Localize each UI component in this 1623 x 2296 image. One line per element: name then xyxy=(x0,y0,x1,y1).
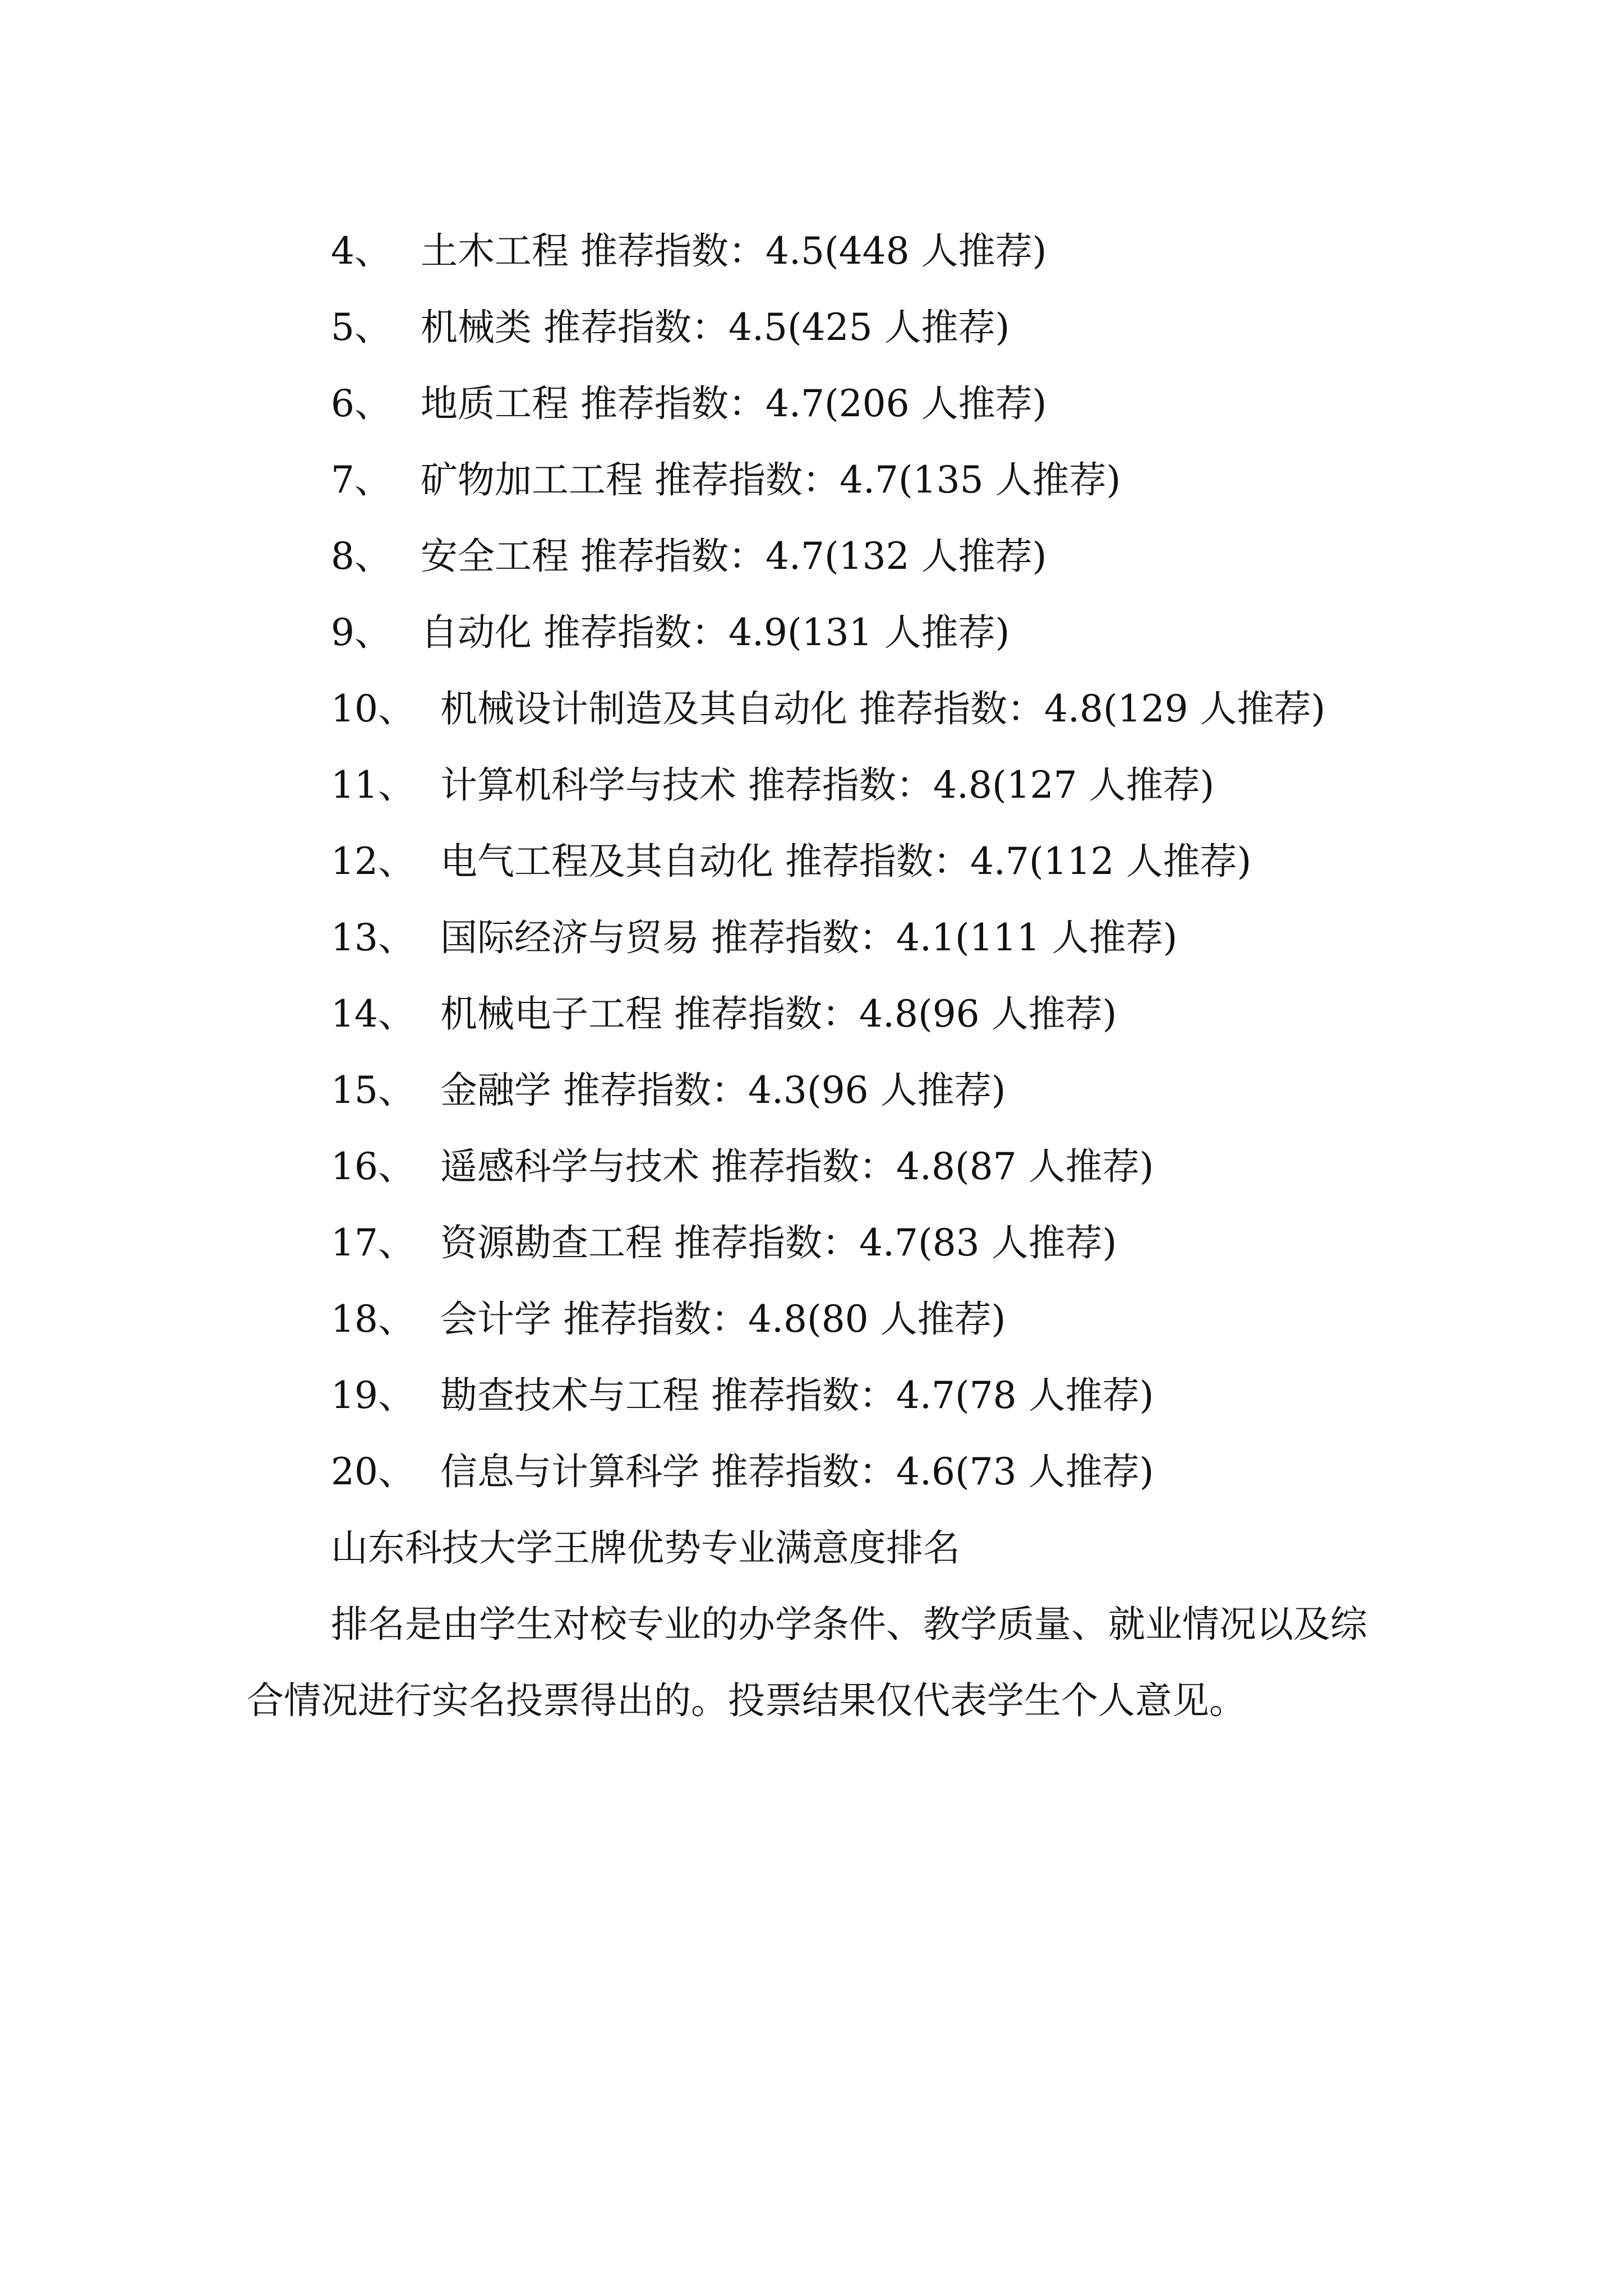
list-item-text: 信息与计算科学 推荐指数：4.6(73 人推荐) xyxy=(440,1450,1154,1493)
list-item-number: 18、 xyxy=(331,1297,415,1341)
list-item xyxy=(247,1358,1391,1434)
list-item xyxy=(247,1129,1391,1205)
list-item-number: 8、 xyxy=(331,535,391,578)
list-item-number: 12、 xyxy=(331,840,415,883)
list-item-number: 19、 xyxy=(331,1374,415,1417)
list-item xyxy=(247,366,1391,442)
list-item xyxy=(247,1205,1391,1281)
list-item-text: 会计学 推荐指数：4.8(80 人推荐) xyxy=(440,1297,1006,1341)
list-item-number: 4、 xyxy=(331,229,391,273)
list-item xyxy=(247,671,1391,747)
list-item xyxy=(247,900,1391,976)
section-heading: 山东科技大学王牌优势专业满意度排名 xyxy=(331,1526,960,1570)
list-item-text: 机械类 推荐指数：4.5(425 人推荐) xyxy=(421,306,1010,349)
list-item-number: 9、 xyxy=(331,611,391,654)
list-item-text: 地质工程 推荐指数：4.7(206 人推荐) xyxy=(421,382,1047,425)
list-item xyxy=(247,976,1391,1052)
list-item-number: 10、 xyxy=(331,687,415,730)
list-item-text: 国际经济与贸易 推荐指数：4.1(111 人推荐) xyxy=(440,916,1178,959)
list-item-text: 机械设计制造及其自动化 推荐指数：4.8(129 人推荐) xyxy=(440,687,1326,730)
body-paragraph: 排名是由学生对校专业的办学条件、教学质量、就业情况以及综合情况进行实名投票得出的。投票结果仅代表学生个人意见。 xyxy=(247,1603,1367,1722)
list-item-number: 13、 xyxy=(331,916,415,959)
list-item-text: 遥感科学与技术 推荐指数：4.8(87 人推荐) xyxy=(440,1145,1154,1188)
list-item-number: 14、 xyxy=(331,992,415,1036)
list-item-text: 土木工程 推荐指数：4.5(448 人推荐) xyxy=(421,229,1047,273)
list-item-text: 安全工程 推荐指数：4.7(132 人推荐) xyxy=(421,535,1047,578)
list-item-number: 20、 xyxy=(331,1450,415,1493)
list-item-text: 机械电子工程 推荐指数：4.8(96 人推荐) xyxy=(440,992,1117,1036)
list-item xyxy=(247,823,1391,900)
list-item-number: 16、 xyxy=(331,1145,415,1188)
document-body xyxy=(247,213,1391,1739)
list-item-text: 电气工程及其自动化 推荐指数：4.7(112 人推荐) xyxy=(440,840,1252,883)
list-item-number: 7、 xyxy=(331,458,391,501)
list-item-number: 11、 xyxy=(331,763,415,807)
list-item xyxy=(247,747,1391,823)
list-item xyxy=(247,442,1391,518)
list-item-number: 17、 xyxy=(331,1221,415,1264)
list-item xyxy=(247,1052,1391,1129)
list-item xyxy=(247,595,1391,671)
list-item-number: 6、 xyxy=(331,382,391,425)
list-item-text: 勘查技术与工程 推荐指数：4.7(78 人推荐) xyxy=(440,1374,1154,1417)
list-item xyxy=(247,1281,1391,1358)
list-item-text: 资源勘查工程 推荐指数：4.7(83 人推荐) xyxy=(440,1221,1117,1264)
list-item xyxy=(247,1434,1391,1510)
list-item xyxy=(247,213,1391,289)
list-item-text: 计算机科学与技术 推荐指数：4.8(127 人推荐) xyxy=(440,763,1215,807)
list-item-text: 矿物加工工程 推荐指数：4.7(135 人推荐) xyxy=(421,458,1121,501)
list-item-number: 15、 xyxy=(331,1069,415,1112)
list-item xyxy=(247,518,1391,595)
list-item-number: 5、 xyxy=(331,306,391,349)
list-item xyxy=(247,289,1391,366)
list-item-text: 金融学 推荐指数：4.3(96 人推荐) xyxy=(440,1069,1006,1112)
list-item-text: 自动化 推荐指数：4.9(131 人推荐) xyxy=(421,611,1010,654)
